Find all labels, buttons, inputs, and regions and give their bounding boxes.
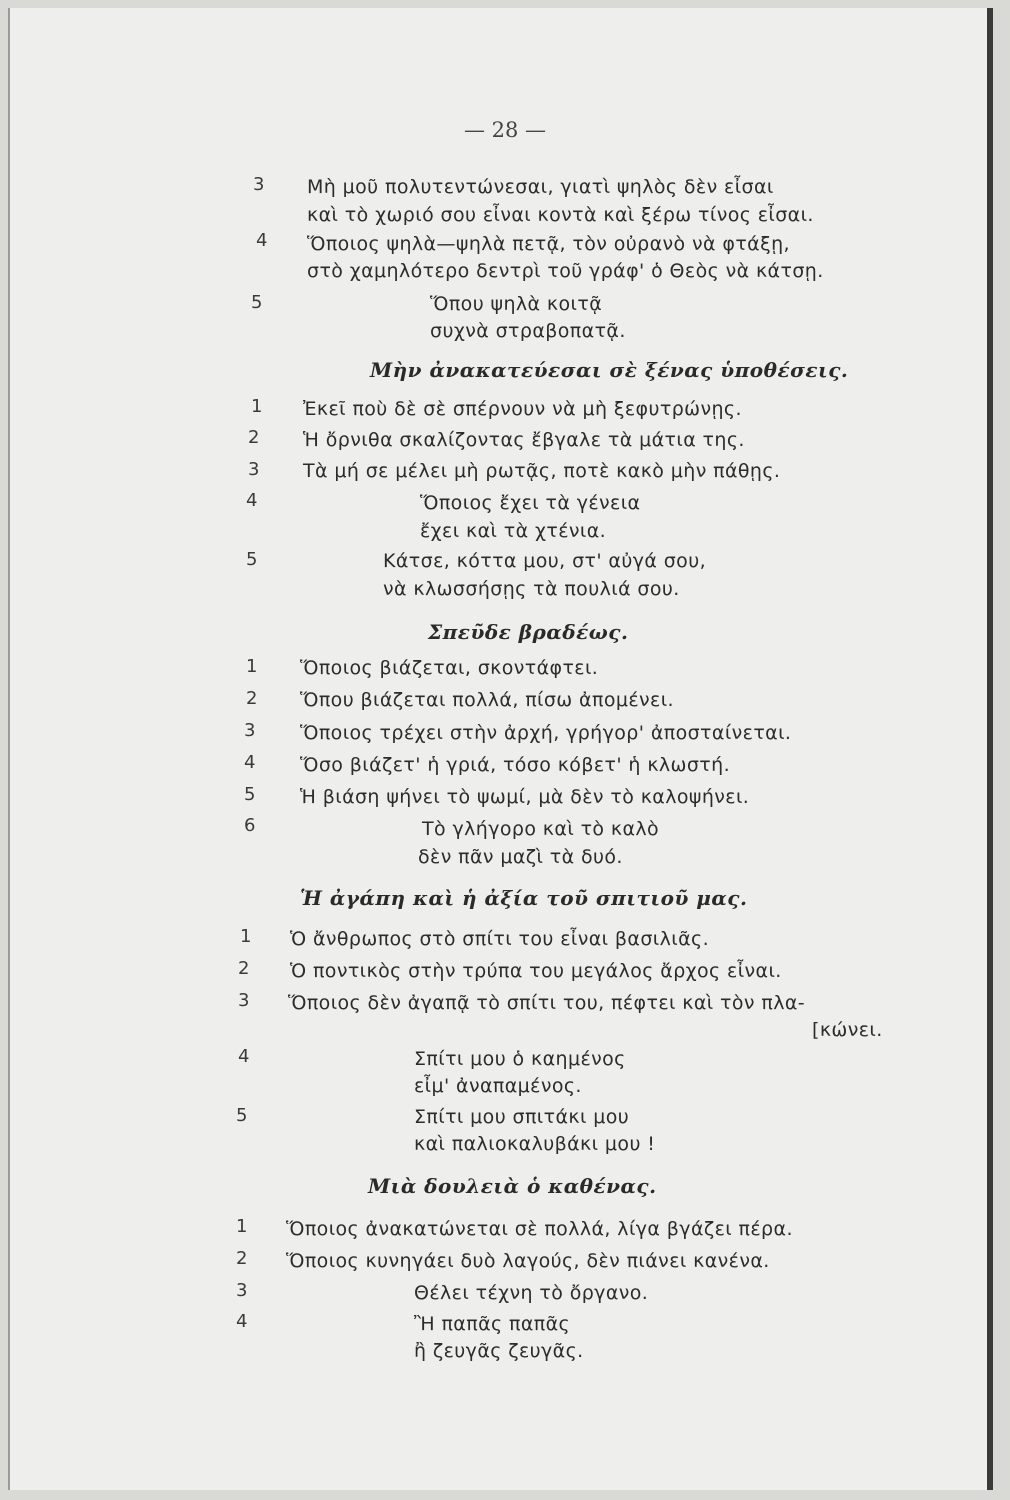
proverb-number: 3: [236, 1280, 248, 1301]
proverb-number: 4: [256, 230, 268, 251]
proverb-line: καὶ τὸ χωριό σου εἶναι κοντὰ καὶ ξέρω τίνος εἶσαι.: [307, 204, 814, 226]
section-heading: Μιὰ δουλειὰ ὁ καθένας.: [368, 1174, 657, 1198]
proverb-line: Ὅποιος ψηλὰ—ψηλὰ πετᾷ, τὸν οὐρανὸ νὰ φτάξῃ,: [307, 233, 790, 255]
proverb-line: Ἡ βιάση ψήνει τὸ ψωμί, μὰ δὲν τὸ καλοψήνει.: [300, 786, 750, 808]
proverb-line: Ὅποιος κυνηγάει δυὸ λαγούς, δὲν πιάνει κανένα.: [286, 1250, 770, 1272]
proverb-number: 2: [236, 1248, 248, 1269]
proverb-line: Ὅποιος τρέχει στὴν ἀρχή, γρήγορ' ἀποσταίνεται.: [300, 722, 792, 744]
section-heading: Ἡ ἀγάπη καὶ ἡ ἀξία τοῦ σπιτιοῦ μας.: [300, 886, 748, 910]
proverb-line: συχνὰ στραβοπατᾷ.: [430, 320, 626, 342]
proverb-number: 5: [246, 549, 258, 570]
proverb-line: Ὅπου ψηλὰ κοιτᾷ: [430, 293, 603, 315]
proverb-number: 4: [238, 1046, 250, 1067]
proverb-line: Κάτσε, κόττα μου, στ' αὐγά σου,: [383, 550, 707, 572]
proverb-number: 4: [246, 490, 258, 511]
proverb-number: 2: [238, 958, 250, 979]
proverb-number: 4: [244, 752, 256, 773]
proverb-number: 1: [236, 1216, 248, 1237]
proverb-number: 5: [236, 1105, 248, 1126]
proverb-line: Τὸ γλήγορο καὶ τὸ καλὸ: [422, 818, 660, 840]
proverb-line: Ἡ ὄρνιθα σκαλίζοντας ἔβγαλε τὰ μάτια της.: [303, 429, 745, 451]
proverb-number: 4: [236, 1311, 248, 1332]
page-number: — 28 —: [463, 118, 547, 142]
proverb-line: ἢ ζευγᾶς ζευγᾶς.: [414, 1340, 584, 1362]
proverb-line: Τὰ μή σε μέλει μὴ ρωτᾷς, ποτὲ κακὸ μὴν πάθῃς.: [303, 460, 781, 482]
proverb-number: 1: [240, 926, 252, 947]
proverb-number: 3: [253, 174, 265, 195]
proverb-line: ἔχει καὶ τὰ χτένια.: [420, 520, 607, 542]
proverb-line: Ὅπου βιάζεται πολλά, πίσω ἀπομένει.: [300, 689, 674, 711]
proverb-line: Ὁ ἄνθρωπος στὸ σπίτι του εἶναι βασιλιᾶς.: [290, 928, 710, 950]
proverb-line: Ὅποιος ἀνακατώνεται σὲ πολλά, λίγα βγάζει πέρα.: [286, 1218, 793, 1240]
proverb-line: εἶμ' ἀναπαμένος.: [414, 1075, 582, 1097]
proverb-line: δὲν πᾶν μαζὶ τὰ δυό.: [418, 846, 623, 868]
proverb-line: καὶ παλιοκαλυβάκι μου !: [414, 1133, 656, 1155]
proverb-line: Ὅποιος δὲν ἀγαπᾷ τὸ σπίτι του, πέφτει καὶ τὸν πλα-: [288, 992, 806, 1014]
proverb-line: Θέλει τέχνη τὸ ὄργανο.: [414, 1282, 649, 1304]
proverb-line: Ὅποιος βιάζεται, σκοντάφτει.: [300, 657, 599, 679]
proverb-line: Μὴ μοῦ πολυτεντώνεσαι, γιατὶ ψηλὸς δὲν εἶσαι: [307, 176, 774, 198]
proverb-line: στὸ χαμηλότερο δεντρὶ τοῦ γράφ' ὁ Θεὸς νὰ κάτσῃ.: [307, 260, 824, 282]
proverb-line: νὰ κλωσσήσῃς τὰ πουλιά σου.: [383, 578, 680, 600]
section-heading: Σπεῦδε βραδέως.: [428, 620, 629, 644]
proverb-number: 5: [251, 292, 263, 313]
proverb-number: 5: [244, 784, 256, 805]
proverb-line: Σπίτι μου ὁ καημένος: [414, 1048, 626, 1070]
proverb-line: Ὁ ποντικὸς στὴν τρύπα του μεγάλος ἄρχος εἶναι.: [290, 960, 782, 982]
proverb-number: 1: [251, 396, 263, 417]
proverb-number: 3: [248, 459, 260, 480]
proverb-line: Ἐκεῖ ποὺ δὲ σὲ σπέρνουν νὰ μὴ ξεφυτρώνῃς.: [303, 398, 742, 420]
proverb-number: 2: [246, 688, 258, 709]
section-heading: Μὴν ἀνακατεύεσαι σὲ ξένας ὑποθέσεις.: [370, 358, 849, 382]
proverb-line: Ὅποιος ἔχει τὰ γένεια: [420, 492, 641, 514]
proverb-number: 2: [248, 427, 260, 448]
proverb-number: 1: [246, 656, 258, 677]
proverb-line: Ἢ παπᾶς παπᾶς: [414, 1313, 571, 1335]
proverb-line: [κώνει.: [812, 1019, 883, 1041]
proverb-number: 6: [244, 815, 256, 836]
proverb-line: Σπίτι μου σπιτάκι μου: [414, 1106, 630, 1128]
proverb-line: Ὅσο βιάζετ' ἡ γριά, τόσο κόβετ' ἡ κλωστή.: [300, 754, 731, 776]
proverb-number: 3: [238, 990, 250, 1011]
proverb-number: 3: [244, 720, 256, 741]
